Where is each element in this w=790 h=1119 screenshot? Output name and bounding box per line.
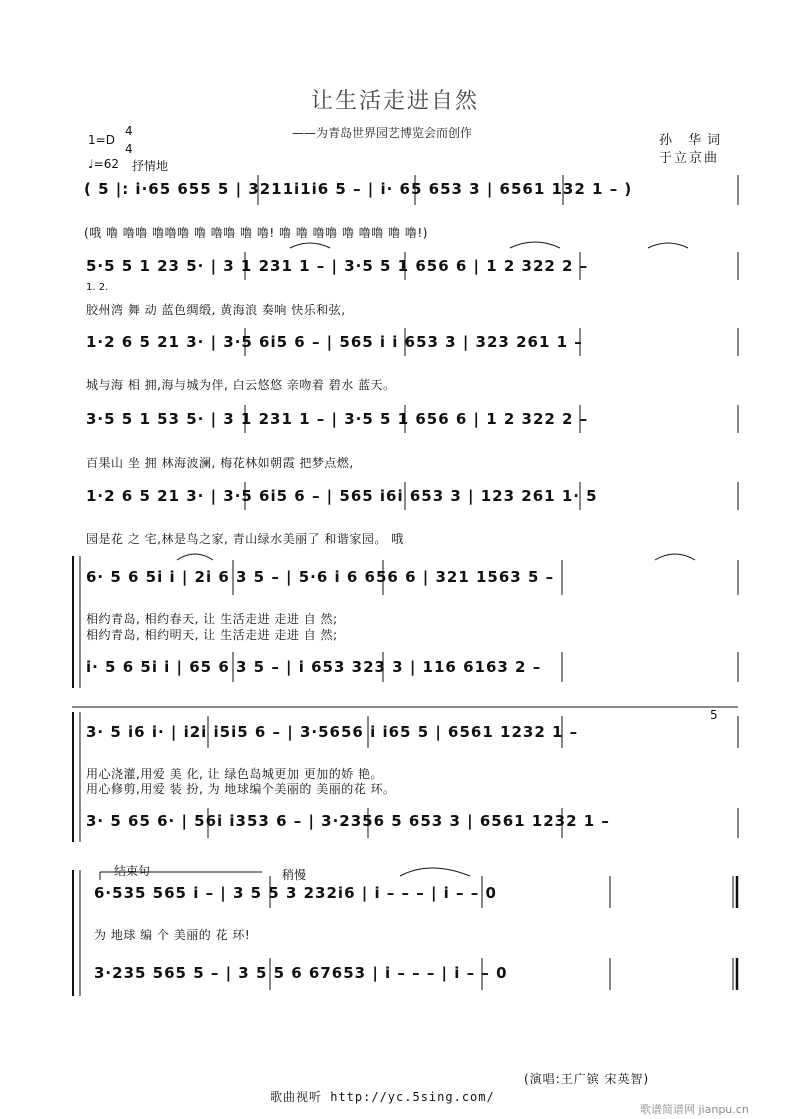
song-subtitle: ——为青岛世界园艺博览会而创作 [292, 126, 473, 140]
system-3-notes: 1·2 6 5 21 3· | 3·5 6i5 6 – | 565 i i 653 3 | 323 261 1 – [86, 333, 583, 351]
system-8-lower-part: 3·235 565 5 – | 3 5 5 6 67653 | i – – – | i – – 0 [94, 964, 508, 982]
coda-label: 结束句 [114, 864, 151, 878]
system-1-lyrics: (哦 噜 噜噜 噜噜噜 噜 噜噜 噜 噜! 噜 噜 噜噜 噜 噜噜 噜 噜!) [84, 226, 428, 240]
system-4-notes: 3·5 5 1 53 5· | 3 1 231 1 – | 3·5 5 1 656 6 | 1 2 322 2 – [86, 410, 589, 428]
tempo-change-mark: 稍慢 [282, 868, 307, 882]
system-8-lyrics: 为 地球 编 个 美丽的 花 环! [94, 928, 251, 942]
system-6-notes: 6· 5 6 5i i | 2i 6 3 5 – | 5·6 i 6 656 6 | 321 1563 5 – [86, 568, 555, 586]
system-1-notes: ( 5 |: i·65 655 5 | 3211i1i6 5 – | i· 65 653 3 | 6561 132 1 – ) [84, 180, 633, 198]
time-signature-bottom: 4 [125, 142, 133, 156]
site-watermark: 歌谱简谱网 jianpu.cn [640, 1103, 749, 1116]
song-title: 让生活走进自然 [310, 89, 479, 114]
system-7-lyrics-verse-2: 用心修剪,用爱 装 扮, 为 地球编个美丽的 美丽的花 环。 [86, 782, 396, 796]
system-3-lyrics: 城与海 相 拥,海与城为伴, 白云悠悠 亲吻着 碧水 蓝天。 [86, 378, 396, 392]
key-signature: 1=D [88, 133, 115, 147]
system-4-lyrics: 百果山 坐 拥 林海波澜, 梅花林如朝霞 把梦点燃, [86, 456, 354, 470]
system-5-notes: 1·2 6 5 21 3· | 3·5 6i5 6 – | 565 i6i 653 3 | 123 261 1· 5 [86, 487, 598, 505]
listen-link[interactable]: 歌曲视听 http://yc.5sing.com/ [270, 1090, 495, 1104]
system-6-lower-part: i· 5 6 5i i | 65 6 3 5 – | i 653 323 3 | 116 6163 2 – [86, 658, 542, 676]
system-7-lyrics-verse-1: 用心浇灌,用爱 美 化, 让 绿色岛城更加 更加的娇 艳。 [86, 767, 384, 781]
system-8-notes: 6·535 565 i – | 3 5 5 3 232i6 | i – – – | i – – 0 [94, 884, 497, 902]
system-5-lyrics: 园是花 之 宅,林是鸟之家, 青山绿水美丽了 和谐家园。 哦 [86, 532, 404, 546]
lyricist-credit: 孙 华词 [659, 133, 727, 148]
composer-credit: 于立京曲 [659, 151, 720, 166]
singers-credit: (演唱:王广镔 宋英智) [524, 1072, 650, 1086]
time-signature-top: 4 [125, 124, 133, 138]
system-2-ending: 1. 2. [86, 282, 109, 293]
tempo-mark: ♩=62 [88, 157, 119, 171]
system-7-aside-mark: 5 [710, 708, 718, 722]
system-7-notes: 3· 5 i6 i· | i2i i5i5 6 – | 3·5656 i i65 5 | 6561 1232 1 – [86, 723, 579, 741]
system-2-notes: 5·5 5 1 23 5· | 3 1 231 1 – | 3·5 5 1 656 6 | 1 2 322 2 – [86, 257, 589, 275]
expression-mark: 抒情地 [132, 159, 169, 173]
system-6-lyrics-verse-2: 相约青岛, 相约明天, 让 生活走进 走进 自 然; [86, 628, 338, 642]
system-6-lyrics-verse-1: 相约青岛, 相约春天, 让 生活走进 走进 自 然; [86, 612, 338, 626]
system-2-lyrics: 胶州湾 舞 动 蓝色绸缎, 黄海浪 奏响 快乐和弦, [86, 303, 346, 317]
system-7-lower-part: 3· 5 65 6· | 56i i353 6 – | 3·2356 5 653 3 | 6561 1232 1 – [86, 812, 610, 830]
